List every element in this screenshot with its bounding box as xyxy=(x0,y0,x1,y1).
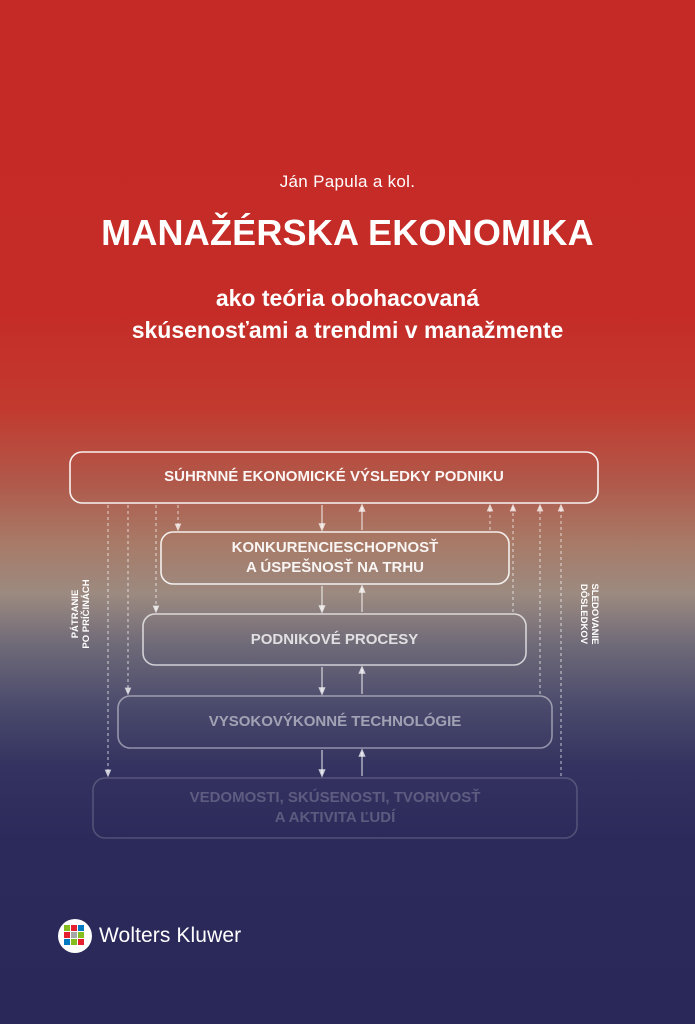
right-side-label: SLEDOVANIE DÔSLEDKOV xyxy=(578,583,600,645)
author: Ján Papula a kol. xyxy=(279,172,416,191)
left-side-label: PÁTRANIE PO PRÍČINÁCH xyxy=(70,579,92,649)
diagram-level-2-label: KONKURENCIESCHOPNOSŤ A ÚSPEŠNOSŤ NA TRHU xyxy=(231,539,439,576)
diagram-level-4-label: VYSOKOVÝKONNÉ TECHNOLÓGIE xyxy=(208,713,462,730)
subtitle-line: skúsenosťami a trendmi v manažmente xyxy=(131,317,564,343)
diagram-level-1-label: SÚHRNNÉ EKONOMICKÉ VÝSLEDKY PODNIKU xyxy=(164,468,504,485)
diagram-level-3-label: PODNIKOVÉ PROCESY xyxy=(250,631,419,648)
publisher-name: Wolters Kluwer xyxy=(99,924,242,947)
wolters-kluwer-logo-icon xyxy=(57,918,93,954)
book-title: MANAŽÉRSKA EKONOMIKA xyxy=(101,212,594,253)
subtitle-line: ako teória obohacovaná xyxy=(215,285,480,311)
publisher-brand xyxy=(57,918,241,954)
diagram-level-5-label: VEDOMOSTI, SKÚSENOSTI, TVORIVOSŤ A AKTIVITA ĽUDÍ xyxy=(189,789,481,826)
